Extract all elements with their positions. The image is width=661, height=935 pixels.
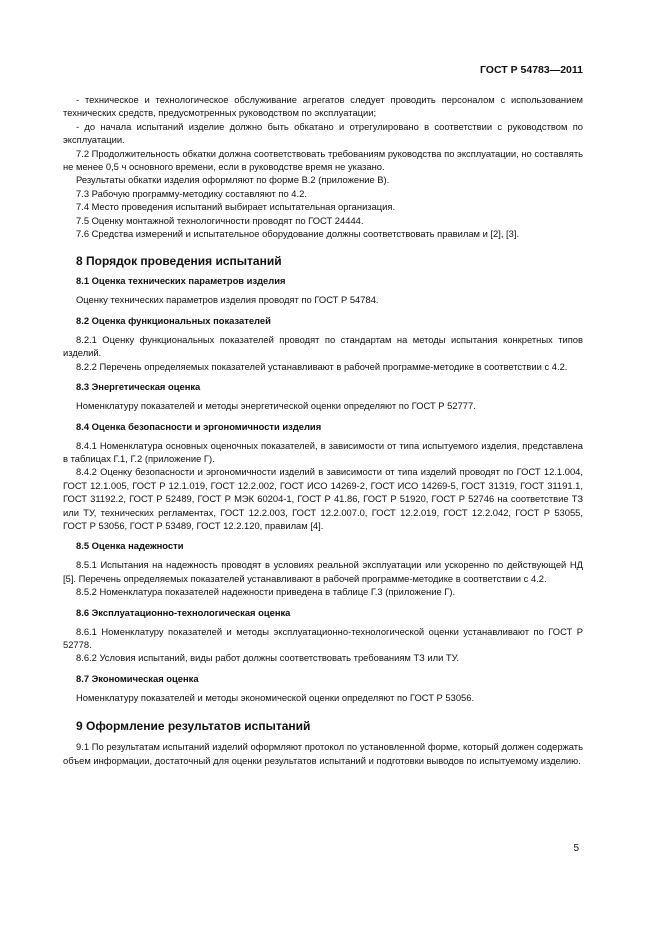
paragraph: 9.1 По результатам испытаний изделий оформляют протокол по установленной форме, который должен содержать объем информации, достаточный для оценки результатов испытаний и подготовки выводов по испытуемому изделию. xyxy=(63,741,583,766)
paragraph: Номенклатуру показателей и методы энергетической оценки определяют по ГОСТ Р 52777. xyxy=(76,400,476,412)
paragraph: 7.5 Оценку монтажной технологичности проводят по ГОСТ 24444. xyxy=(76,214,364,226)
subsection-8-5-heading: 8.5 Оценка надежности xyxy=(76,540,184,552)
paragraph: - до начала испытаний изделие должно быть обкатано и отрегулировано в соответствии с руководством по эксплуатации. xyxy=(63,120,583,146)
subsection-8-1-heading: 8.1 Оценка технических параметров изделия xyxy=(76,275,286,287)
paragraph: 7.3 Рабочую программу-методику составляют по 4.2. xyxy=(76,187,307,199)
paragraph: 8.6.2 Условия испытаний, виды работ должны соответствовать требованиям ТЗ или ТУ. xyxy=(76,652,459,664)
paragraph: 8.2.1 Оценку функциональных показателей проводят по стандартам на методы испытания конкретных типов изделий. xyxy=(63,333,583,359)
section-8-heading: 8 Порядок проведения испытаний xyxy=(76,254,282,269)
subsection-8-6-heading: 8.6 Эксплуатационно-технологическая оценка xyxy=(76,606,291,618)
paragraph: Номенклатуру показателей и методы экономической оценки определяют по ГОСТ Р 53056. xyxy=(76,691,475,703)
paragraph: 8.5.2 Номенклатура показателей надежности приведена в таблице Г.3 (приложение Г). xyxy=(76,586,456,598)
subsection-8-3-heading: 8.3 Энергетическая оценка xyxy=(76,381,201,393)
page-number: 5 xyxy=(573,843,579,854)
paragraph: 7.6 Средства измерений и испытательное оборудование должны соответствовать правилам и [2], [3]. xyxy=(76,228,520,240)
page-content xyxy=(63,93,583,767)
section-9-heading: 9 Оформление результатов испытаний xyxy=(76,719,311,734)
subsection-8-4-heading: 8.4 Оценка безопасности и эргономичности изделия xyxy=(76,420,322,432)
subsection-8-2-heading: 8.2 Оценка функциональных показателей xyxy=(76,314,271,326)
standard-header: ГОСТ Р 54783—2011 xyxy=(479,64,583,76)
paragraph: 8.5.1 Испытания на надежность проводят в условиях реальной эксплуатации или ускоренно по действующей НД [5]. Перечень определяемых показателей устанавливают в рабочей программе-методике в соответствии с 4.2. xyxy=(63,559,583,584)
paragraph: 7.2 Продолжительность обкатки должна соответствовать требованиям руководства по эксплуатации, но составлять не менее 0,5 ч основного времени, если в руководстве время не указано. xyxy=(63,147,583,173)
paragraph: Оценку технических параметров изделия проводят по ГОСТ Р 54784. xyxy=(76,294,379,306)
paragraph: 8.4.1 Номенклатура основных оценочных показателей, в зависимости от типа испытуемого изделия, представлена в таблицах Г.1, Г.2 (приложение Г). xyxy=(63,439,583,464)
paragraph: 7.4 Место проведения испытаний выбирает испытательная организация. xyxy=(76,201,396,213)
paragraph: Результаты обкатки изделия оформляют по форме В.2 (приложение В). xyxy=(76,174,390,186)
paragraph: - техническое и технологическое обслуживание агрегатов следует проводить персоналом с использованием технических средств, предусмотренных руководством по эксплуатации; xyxy=(63,94,583,119)
paragraph: 8.4.2 Оценку безопасности и эргономичности изделий в зависимости от типа изделий проводят по ГОСТ 12.1.004, ГОСТ 12.1.005, ГОСТ Р 12.1.019, ГОСТ 12.2.002, ГОСТ ИСО 14269-2, ГОСТ ИСО 14269-5, ГОСТ 31319, ГОСТ 31191.1, ГОСТ 31192.2, ГОСТ Р 52489, ГОСТ Р МЭК 60204-1, ГОСТ Р 41.86, ГОСТ Р 51920, ГОСТ Р 52746 на соответствие ТЗ или ТУ, технических регламентах, ГОСТ 12.2.003, ГОСТ 12.2.007.0, ГОСТ 12.2.019, ГОСТ 12.2.042, ГОСТ Р 53055, ГОСТ Р 53056, ГОСТ Р 53489, ГОСТ 12.2.120, правилам [4]. xyxy=(63,466,583,531)
subsection-8-7-heading: 8.7 Экономическая оценка xyxy=(76,672,199,684)
paragraph: 8.6.1 Номенклатуру показателей и методы эксплуатационно-технологической оценки устанавливают по ГОСТ Р 52778. xyxy=(63,625,583,650)
paragraph: 8.2.2 Перечень определяемых показателей устанавливают в рабочей программе-методике в соответствии с 4.2. xyxy=(76,360,568,372)
